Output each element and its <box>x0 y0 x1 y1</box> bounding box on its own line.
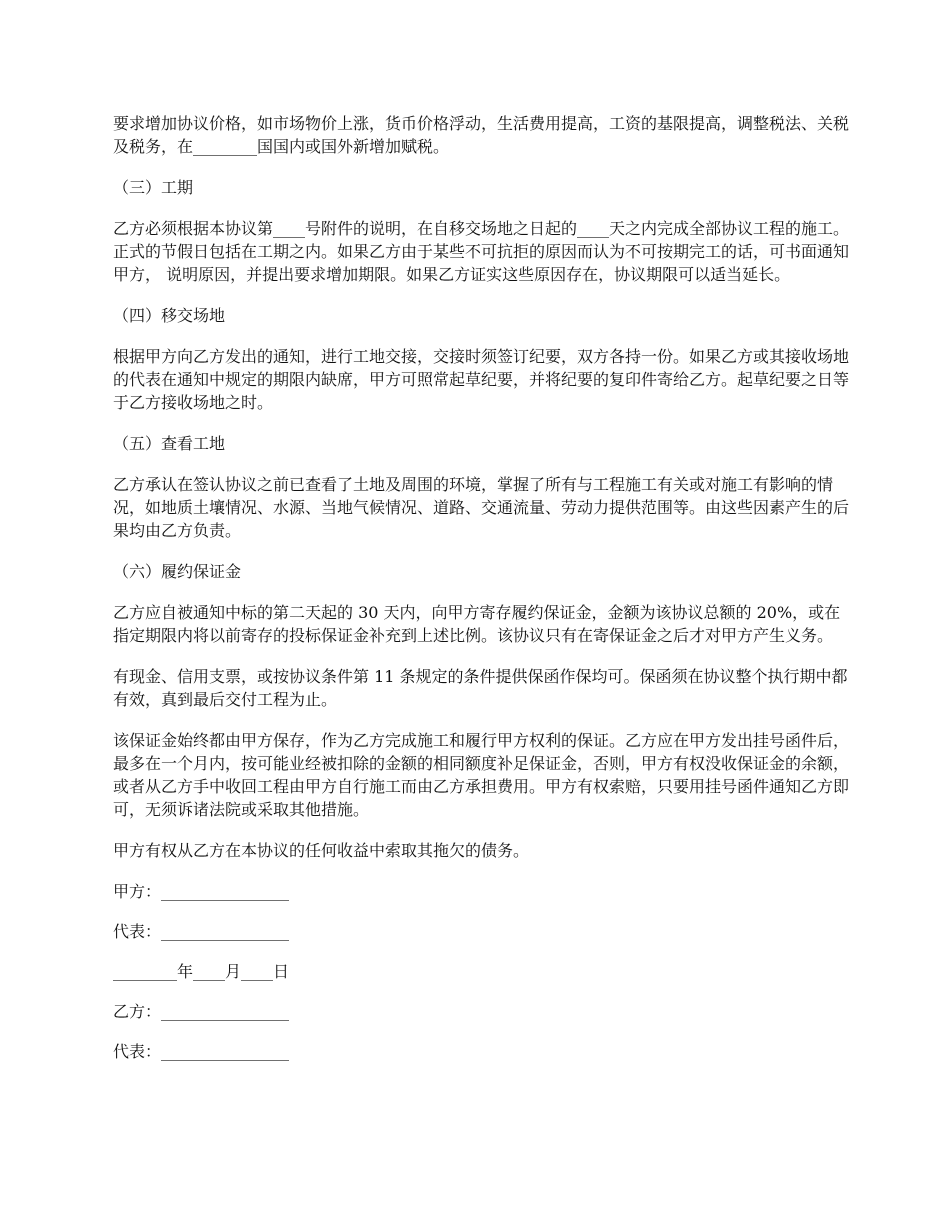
paragraph-duration: 乙方必须根据本协议第____号附件的说明，在自移交场地之日起的____天之内完成全部协议工程的施工。正式的节假日包括在工期之内。如果乙方由于某些不可抗拒的原因而认为不可按期完工的话，可书面通知甲方， 说明原因，并提出要求增加期限。如果乙方证实这些原因存在，协议期限可以适当延长。 <box>113 219 850 284</box>
paragraph-site-handover: 根据甲方向乙方发出的通知，进行工地交接，交接时须签订纪要，双方各持一份。如果乙方或其接收场地的代表在通知中规定的期限内缺席，甲方可照常起草纪要，并将纪要的复印件寄给乙方。起草纪要之日等于乙方接收场地之时。 <box>113 347 850 412</box>
section-heading-performance-bond: （六）履约保证金 <box>113 562 242 581</box>
paragraph-bond-custody: 该保证金始终都由甲方保存，作为乙方完成施工和履行甲方权利的保证。乙方应在甲方发出挂号函件后，最多在一个月内，按可能业经被扣除的金额的相同额度补足保证金，否则，甲方有权没收保证金的余额，或者从乙方手中收回工程由甲方自行施工而由乙方承担费用。甲方有权索赔，只要用挂号函件通知乙方即可，无须诉诸法院或采取其他措施。 <box>113 731 850 819</box>
section-heading-site-inspection: （五）查看工地 <box>113 434 226 453</box>
paragraph-price-increase: 要求增加协议价格，如市场物价上涨，货币价格浮动，生活费用提高，工资的基限提高，调整税法、关税及税务，在________国国内或国外新增加赋税。 <box>113 114 850 156</box>
paragraph-site-inspection: 乙方承认在签认协议之前已查看了土地及周围的环境，掌握了所有与工程施工有关或对施工有影响的情况，如地质土壤情况、水源、当地气候情况、道路、交通流量、劳动力提供范围等。由这些因素产生的后果均由乙方负责。 <box>113 475 850 540</box>
signature-date: ________年____月____日 <box>113 962 290 981</box>
signature-party-b: 乙方：________________ <box>113 1002 290 1021</box>
section-heading-site-handover: （四）移交场地 <box>113 306 226 325</box>
signature-representative-a: 代表：________________ <box>113 922 290 941</box>
section-heading-duration: （三）工期 <box>113 178 194 197</box>
signature-representative-b: 代表：________________ <box>113 1042 290 1061</box>
paragraph-debt-recovery: 甲方有权从乙方在本协议的任何收益中索取其拖欠的债务。 <box>113 841 530 860</box>
document-page <box>113 112 853 1080</box>
signature-party-a: 甲方：________________ <box>113 882 290 901</box>
paragraph-bond-forms: 有现金、信用支票，或按协议条件第 11 条规定的条件提供保函作保均可。保函须在协议整个执行期中都有效，真到最后交付工程为止。 <box>113 667 848 709</box>
paragraph-bond-deposit: 乙方应自被通知中标的第二天起的 30 天内，向甲方寄存履约保证金，金额为该协议总额的 20%，或在指定期限内将以前寄存的投标保证金补充到上述比例。该协议只有在寄保证金之后才对甲方产生义务。 <box>113 603 841 645</box>
